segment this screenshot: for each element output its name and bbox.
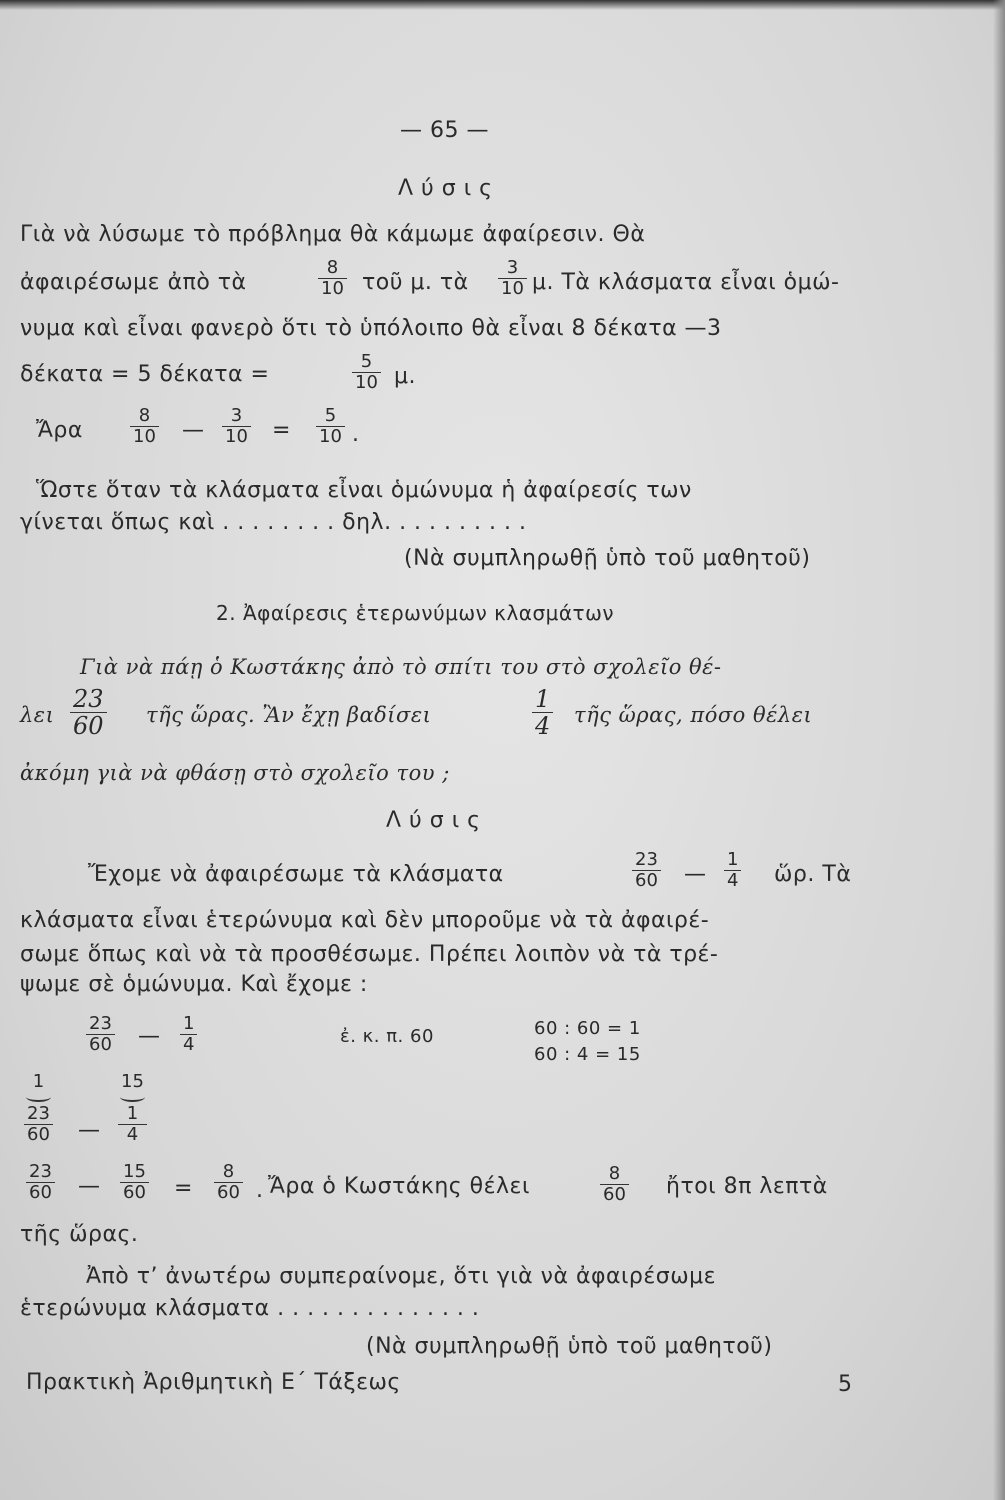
equals-sign: = bbox=[272, 418, 291, 443]
text-line: μ. bbox=[394, 364, 416, 389]
text-line: . bbox=[352, 422, 360, 447]
division-line: 60 : 4 = 15 bbox=[534, 1044, 641, 1065]
problem-line: ἀκόμη γιὰ νὰ φθάσῃ στὸ σχολεῖο του ; bbox=[20, 761, 450, 785]
problem-line: τῆς ὥρας. Ἂν ἔχῃ βαδίσει bbox=[146, 703, 432, 727]
fraction: 5 10 bbox=[352, 352, 381, 393]
multiplier-fraction: 15 1 4 bbox=[118, 1072, 147, 1145]
fraction: 8 10 bbox=[318, 258, 347, 299]
text-line: γίνεται ὅπως καὶ . . . . . . . . δηλ. . . . . . . . . . bbox=[20, 510, 527, 535]
text-line: νυμα καὶ εἶναι φανερὸ ὅτι τὸ ὑπόλοιπο θὰ εἶναι 8 δέκατα —3 bbox=[20, 316, 722, 341]
text-line: Γιὰ νὰ λύσωμε τὸ πρόβλημα θὰ κάμωμε ἀφαίρεσιν. Θὰ bbox=[20, 222, 646, 247]
fraction: 3 10 bbox=[222, 406, 251, 447]
text-line: κλάσματα εἶναι ἑτερώνυμα καὶ δὲν μποροῦμε νὰ τὰ ἀφαιρέ- bbox=[20, 908, 710, 933]
text-line: Ἀπὸ τ’ ἀνωτέρω συμπεραίνομε, ὅτι γιὰ νὰ ἀφαιρέσωμε bbox=[86, 1264, 717, 1289]
text-line: Ἄρα bbox=[36, 418, 83, 443]
problem-line: τῆς ὥρας, πόσο θέλει bbox=[574, 703, 813, 727]
equals-sign: = bbox=[174, 1176, 193, 1201]
fill-in-note: (Νὰ συμπληρωθῇ ὑπὸ τοῦ μαθητοῦ) bbox=[366, 1334, 773, 1359]
text-line: ἀφαιρέσωμε ἀπὸ τὰ bbox=[20, 270, 247, 295]
fill-in-note: (Νὰ συμπληρωθῇ ὑπὸ τοῦ μαθητοῦ) bbox=[404, 546, 811, 571]
fraction: 8 60 bbox=[214, 1162, 243, 1203]
fraction: 3 10 bbox=[498, 258, 527, 299]
fraction: 15 60 bbox=[120, 1162, 149, 1203]
division-line: 60 : 60 = 1 bbox=[534, 1018, 641, 1039]
minus-sign: — bbox=[684, 862, 707, 887]
minus-sign: — bbox=[78, 1174, 101, 1199]
solution-heading: Λ ύ σ ι ς bbox=[386, 808, 481, 833]
footer-title: Πρακτικὴ Ἀριθμητικὴ Ε΄ Τάξεως bbox=[26, 1370, 401, 1395]
text-line: ψωμε σὲ ὁμώνυμα. Καὶ ἔχομε : bbox=[20, 972, 368, 997]
minus-sign: — bbox=[78, 1118, 101, 1143]
page-number: — 65 — bbox=[400, 118, 489, 143]
text-line: δέκατα = 5 δέκατα = bbox=[20, 362, 270, 387]
fraction: 8 60 bbox=[600, 1164, 629, 1205]
text-line: τοῦ μ. τὰ bbox=[362, 270, 469, 295]
solution-heading: Λ ύ σ ι ς bbox=[398, 176, 493, 201]
section-title: 2. Ἀφαίρεσις ἑτερωνύμων κλασμάτων bbox=[216, 601, 615, 625]
text-line: σωμε ὅπως καὶ νὰ τὰ προσθέσωμε. Πρέπει λοιπὸν νὰ τὰ τρέ- bbox=[20, 942, 719, 967]
fraction: 23 60 bbox=[86, 1014, 115, 1055]
brace-icon bbox=[26, 1092, 51, 1102]
lcm-note: ἐ. κ. π. 60 bbox=[340, 1026, 434, 1047]
text-line: ἑτερώνυμα κλάσματα . . . . . . . . . . . . . . bbox=[20, 1296, 480, 1321]
text-line: Ἄρα ὁ Κωστάκης θέλει bbox=[268, 1174, 530, 1199]
problem-line: Γιὰ νὰ πάῃ ὁ Κωστάκης ἀπὸ τὸ σπίτι του στὸ σχολεῖο θέ- bbox=[80, 655, 722, 679]
text-line: τῆς ὥρας. bbox=[20, 1222, 139, 1247]
minus-sign: — bbox=[182, 418, 205, 443]
fraction: 1 4 bbox=[180, 1014, 197, 1055]
fraction: 5 10 bbox=[316, 406, 345, 447]
fraction: 8 10 bbox=[130, 406, 159, 447]
fraction: 23 60 bbox=[632, 850, 661, 891]
fraction: 23 60 bbox=[70, 686, 107, 739]
text-line: Ἔχομε νὰ ἀφαιρέσωμε τὰ κλάσματα bbox=[88, 862, 504, 887]
text-line: ὥρ. Τὰ bbox=[774, 862, 852, 887]
fraction: 1 4 bbox=[532, 686, 553, 739]
fraction: 1 4 bbox=[724, 850, 741, 891]
text-line: ἤτοι 8π λεπτὰ bbox=[666, 1174, 828, 1199]
multiplier-fraction: 1 23 60 bbox=[24, 1072, 53, 1145]
problem-line: λει bbox=[20, 703, 55, 727]
fraction: 23 60 bbox=[26, 1162, 55, 1203]
sheet-number: 5 bbox=[838, 1372, 853, 1397]
text-line: Ὥστε ὅταν τὰ κλάσματα εἶναι ὁμώνυμα ἡ ἀφαίρεσίς των bbox=[36, 478, 692, 503]
text-line: . bbox=[256, 1178, 264, 1203]
minus-sign: — bbox=[138, 1024, 161, 1049]
page-top-edge bbox=[0, 0, 1005, 10]
page-right-edge bbox=[993, 0, 1005, 1500]
brace-icon bbox=[120, 1092, 145, 1102]
text-line: μ. Τὰ κλάσματα εἶναι ὁμώ- bbox=[532, 270, 840, 295]
